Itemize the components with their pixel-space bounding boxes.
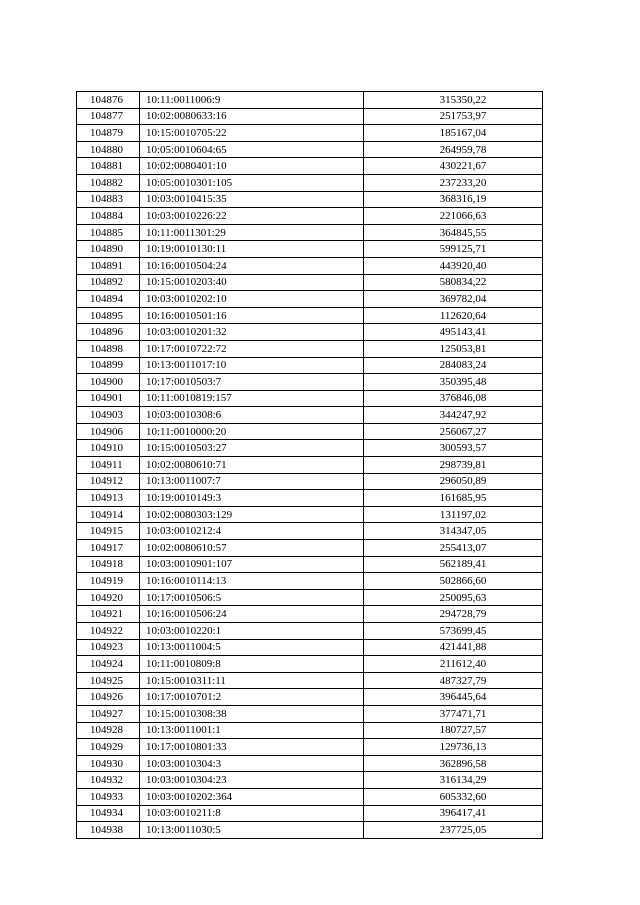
amount-cell: 396445,64 bbox=[364, 689, 543, 706]
amount-cell: 315350,22 bbox=[364, 92, 543, 109]
amount-cell: 251753,97 bbox=[364, 108, 543, 125]
id-cell: 104906 bbox=[77, 423, 140, 440]
id-cell: 104912 bbox=[77, 473, 140, 490]
amount-cell: 368316,19 bbox=[364, 191, 543, 208]
code-cell: 10:03:0010308:6 bbox=[140, 407, 364, 424]
id-cell: 104934 bbox=[77, 805, 140, 822]
id-cell: 104924 bbox=[77, 656, 140, 673]
amount-cell: 364845,55 bbox=[364, 224, 543, 241]
id-cell: 104903 bbox=[77, 407, 140, 424]
table-row bbox=[77, 158, 543, 175]
amount-cell: 316134,29 bbox=[364, 772, 543, 789]
code-cell: 10:05:0010604:65 bbox=[140, 141, 364, 158]
amount-cell: 376846,08 bbox=[364, 390, 543, 407]
table-row bbox=[77, 805, 543, 822]
amount-cell: 237233,20 bbox=[364, 174, 543, 191]
id-cell: 104899 bbox=[77, 357, 140, 374]
code-cell: 10:11:0010809:8 bbox=[140, 656, 364, 673]
amount-cell: 131197,02 bbox=[364, 506, 543, 523]
table-row bbox=[77, 390, 543, 407]
amount-cell: 264959,78 bbox=[364, 141, 543, 158]
table-row bbox=[77, 772, 543, 789]
code-cell: 10:03:0010304:23 bbox=[140, 772, 364, 789]
amount-cell: 487327,79 bbox=[364, 672, 543, 689]
code-cell: 10:16:0010504:24 bbox=[140, 257, 364, 274]
id-cell: 104879 bbox=[77, 125, 140, 142]
table-row bbox=[77, 407, 543, 424]
id-cell: 104925 bbox=[77, 672, 140, 689]
table-row bbox=[77, 307, 543, 324]
id-cell: 104896 bbox=[77, 324, 140, 341]
table-row bbox=[77, 506, 543, 523]
code-cell: 10:03:0010304:3 bbox=[140, 755, 364, 772]
code-cell: 10:17:0010503:7 bbox=[140, 374, 364, 391]
table-row bbox=[77, 108, 543, 125]
code-cell: 10:15:0010203:40 bbox=[140, 274, 364, 291]
table-row bbox=[77, 739, 543, 756]
id-cell: 104911 bbox=[77, 457, 140, 474]
id-cell: 104914 bbox=[77, 506, 140, 523]
id-cell: 104919 bbox=[77, 573, 140, 590]
amount-cell: 443920,40 bbox=[364, 257, 543, 274]
id-cell: 104894 bbox=[77, 291, 140, 308]
code-cell: 10:03:0010202:364 bbox=[140, 788, 364, 805]
table-row bbox=[77, 224, 543, 241]
table-row bbox=[77, 457, 543, 474]
amount-cell: 599125,71 bbox=[364, 241, 543, 258]
table-row bbox=[77, 92, 543, 109]
id-cell: 104895 bbox=[77, 307, 140, 324]
amount-cell: 362896,58 bbox=[364, 755, 543, 772]
table-row bbox=[77, 705, 543, 722]
amount-cell: 185167,04 bbox=[364, 125, 543, 142]
id-cell: 104917 bbox=[77, 540, 140, 557]
id-cell: 104891 bbox=[77, 257, 140, 274]
amount-cell: 396417,41 bbox=[364, 805, 543, 822]
amount-cell: 562189,41 bbox=[364, 556, 543, 573]
id-cell: 104923 bbox=[77, 639, 140, 656]
amount-cell: 430221,67 bbox=[364, 158, 543, 175]
id-cell: 104926 bbox=[77, 689, 140, 706]
table-row bbox=[77, 755, 543, 772]
amount-cell: 221066,63 bbox=[364, 208, 543, 225]
table-row bbox=[77, 490, 543, 507]
id-cell: 104932 bbox=[77, 772, 140, 789]
id-cell: 104930 bbox=[77, 755, 140, 772]
code-cell: 10:05:0010301:105 bbox=[140, 174, 364, 191]
code-cell: 10:15:0010308:38 bbox=[140, 705, 364, 722]
table-body bbox=[77, 92, 543, 839]
amount-cell: 495143,41 bbox=[364, 324, 543, 341]
code-cell: 10:17:0010722:72 bbox=[140, 340, 364, 357]
id-cell: 104922 bbox=[77, 623, 140, 640]
table-row bbox=[77, 573, 543, 590]
code-cell: 10:03:0010211:8 bbox=[140, 805, 364, 822]
amount-cell: 296050,89 bbox=[364, 473, 543, 490]
code-cell: 10:13:0011007:7 bbox=[140, 473, 364, 490]
code-cell: 10:16:0010114:13 bbox=[140, 573, 364, 590]
table-row bbox=[77, 274, 543, 291]
table-row bbox=[77, 473, 543, 490]
code-cell: 10:02:0080401:10 bbox=[140, 158, 364, 175]
code-cell: 10:13:0011017:10 bbox=[140, 357, 364, 374]
code-cell: 10:16:0010506:24 bbox=[140, 606, 364, 623]
table-row bbox=[77, 689, 543, 706]
amount-cell: 314347,05 bbox=[364, 523, 543, 540]
id-cell: 104929 bbox=[77, 739, 140, 756]
amount-cell: 112620,64 bbox=[364, 307, 543, 324]
id-cell: 104928 bbox=[77, 722, 140, 739]
code-cell: 10:17:0010801:33 bbox=[140, 739, 364, 756]
id-cell: 104938 bbox=[77, 822, 140, 839]
code-cell: 10:02:0080303:129 bbox=[140, 506, 364, 523]
code-cell: 10:03:0010202:10 bbox=[140, 291, 364, 308]
amount-cell: 421441,88 bbox=[364, 639, 543, 656]
amount-cell: 129736,13 bbox=[364, 739, 543, 756]
table-row bbox=[77, 141, 543, 158]
table-row bbox=[77, 722, 543, 739]
table-row bbox=[77, 174, 543, 191]
id-cell: 104918 bbox=[77, 556, 140, 573]
code-cell: 10:03:0010220:1 bbox=[140, 623, 364, 640]
id-cell: 104915 bbox=[77, 523, 140, 540]
id-cell: 104898 bbox=[77, 340, 140, 357]
table-row bbox=[77, 324, 543, 341]
table-row bbox=[77, 606, 543, 623]
code-cell: 10:15:0010705:22 bbox=[140, 125, 364, 142]
code-cell: 10:17:0010701:2 bbox=[140, 689, 364, 706]
id-cell: 104933 bbox=[77, 788, 140, 805]
amount-cell: 573699,45 bbox=[364, 623, 543, 640]
amount-cell: 605332,60 bbox=[364, 788, 543, 805]
table-row bbox=[77, 623, 543, 640]
amount-cell: 294728,79 bbox=[364, 606, 543, 623]
code-cell: 10:03:0010415:35 bbox=[140, 191, 364, 208]
id-cell: 104880 bbox=[77, 141, 140, 158]
amount-cell: 161685,95 bbox=[364, 490, 543, 507]
amount-cell: 255413,07 bbox=[364, 540, 543, 557]
amount-cell: 350395,48 bbox=[364, 374, 543, 391]
code-cell: 10:02:0080610:57 bbox=[140, 540, 364, 557]
id-cell: 104920 bbox=[77, 589, 140, 606]
table-row bbox=[77, 589, 543, 606]
id-cell: 104877 bbox=[77, 108, 140, 125]
table-row bbox=[77, 822, 543, 839]
amount-cell: 300593,57 bbox=[364, 440, 543, 457]
code-cell: 10:15:0010311:11 bbox=[140, 672, 364, 689]
amount-cell: 256067,27 bbox=[364, 423, 543, 440]
amount-cell: 284083,24 bbox=[364, 357, 543, 374]
table-row bbox=[77, 556, 543, 573]
table-row bbox=[77, 440, 543, 457]
amount-cell: 125053,81 bbox=[364, 340, 543, 357]
table-row bbox=[77, 125, 543, 142]
id-cell: 104900 bbox=[77, 374, 140, 391]
id-cell: 104892 bbox=[77, 274, 140, 291]
id-cell: 104884 bbox=[77, 208, 140, 225]
code-cell: 10:13:0011001:1 bbox=[140, 722, 364, 739]
id-cell: 104883 bbox=[77, 191, 140, 208]
code-cell: 10:17:0010506:5 bbox=[140, 589, 364, 606]
code-cell: 10:11:0010819:157 bbox=[140, 390, 364, 407]
code-cell: 10:11:0010000:20 bbox=[140, 423, 364, 440]
amount-cell: 502866,60 bbox=[364, 573, 543, 590]
table-row bbox=[77, 257, 543, 274]
code-cell: 10:13:0011004:5 bbox=[140, 639, 364, 656]
id-cell: 104890 bbox=[77, 241, 140, 258]
code-cell: 10:13:0011030:5 bbox=[140, 822, 364, 839]
table-row bbox=[77, 340, 543, 357]
amount-cell: 369782,04 bbox=[364, 291, 543, 308]
table-row bbox=[77, 423, 543, 440]
code-cell: 10:15:0010503:27 bbox=[140, 440, 364, 457]
amount-cell: 211612,40 bbox=[364, 656, 543, 673]
code-cell: 10:02:0080633:16 bbox=[140, 108, 364, 125]
code-cell: 10:03:0010201:32 bbox=[140, 324, 364, 341]
amount-cell: 250095,63 bbox=[364, 589, 543, 606]
id-cell: 104927 bbox=[77, 705, 140, 722]
code-cell: 10:02:0080610:71 bbox=[140, 457, 364, 474]
amount-cell: 377471,71 bbox=[364, 705, 543, 722]
data-table bbox=[76, 91, 543, 839]
code-cell: 10:03:0010226:22 bbox=[140, 208, 364, 225]
amount-cell: 180727,57 bbox=[364, 722, 543, 739]
id-cell: 104913 bbox=[77, 490, 140, 507]
table-row bbox=[77, 540, 543, 557]
code-cell: 10:19:0010149:3 bbox=[140, 490, 364, 507]
amount-cell: 344247,92 bbox=[364, 407, 543, 424]
table-row bbox=[77, 523, 543, 540]
table-row bbox=[77, 656, 543, 673]
id-cell: 104921 bbox=[77, 606, 140, 623]
amount-cell: 580834,22 bbox=[364, 274, 543, 291]
code-cell: 10:19:0010130:11 bbox=[140, 241, 364, 258]
table-row bbox=[77, 672, 543, 689]
table-row bbox=[77, 241, 543, 258]
table-row bbox=[77, 291, 543, 308]
code-cell: 10:11:0011006:9 bbox=[140, 92, 364, 109]
id-cell: 104910 bbox=[77, 440, 140, 457]
id-cell: 104876 bbox=[77, 92, 140, 109]
code-cell: 10:03:0010212:4 bbox=[140, 523, 364, 540]
id-cell: 104881 bbox=[77, 158, 140, 175]
id-cell: 104882 bbox=[77, 174, 140, 191]
table-row bbox=[77, 191, 543, 208]
amount-cell: 237725,05 bbox=[364, 822, 543, 839]
id-cell: 104885 bbox=[77, 224, 140, 241]
table-row bbox=[77, 788, 543, 805]
table-row bbox=[77, 374, 543, 391]
table-row bbox=[77, 639, 543, 656]
table-row bbox=[77, 208, 543, 225]
code-cell: 10:11:0011301:29 bbox=[140, 224, 364, 241]
code-cell: 10:16:0010501:16 bbox=[140, 307, 364, 324]
code-cell: 10:03:0010901:107 bbox=[140, 556, 364, 573]
amount-cell: 298739,81 bbox=[364, 457, 543, 474]
table-row bbox=[77, 357, 543, 374]
id-cell: 104901 bbox=[77, 390, 140, 407]
